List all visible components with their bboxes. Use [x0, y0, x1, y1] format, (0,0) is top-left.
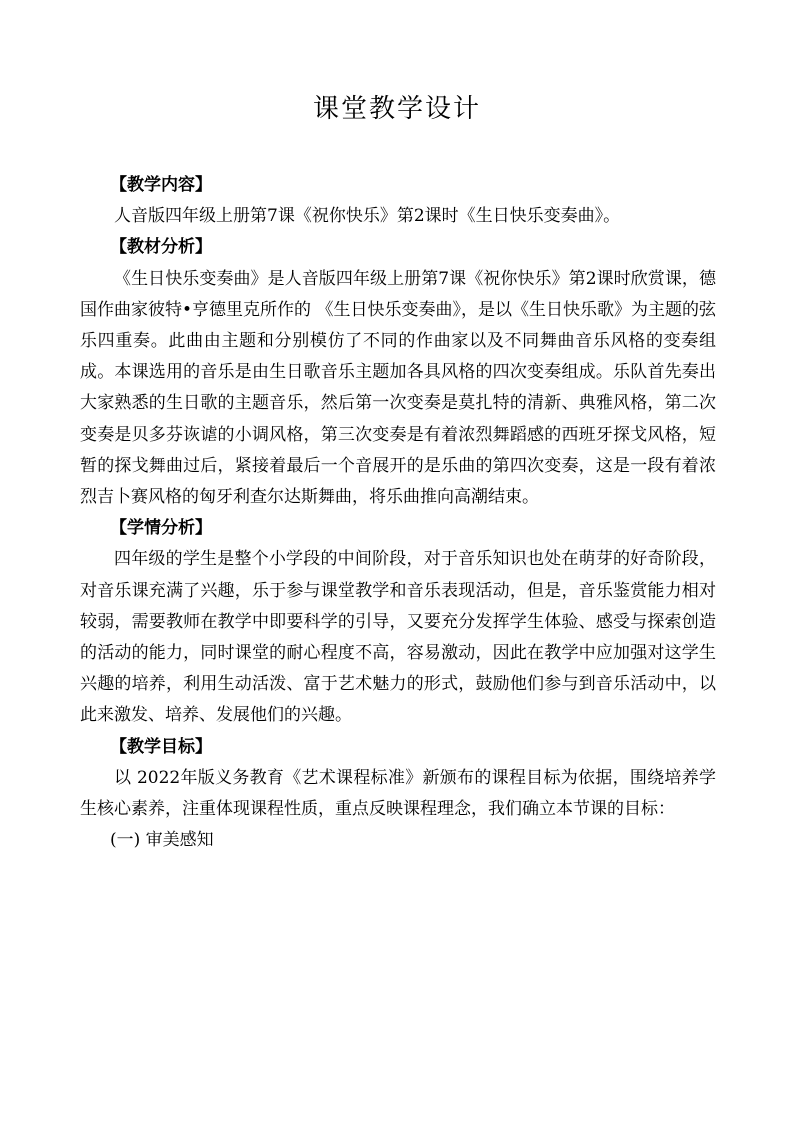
section-heading-material-analysis: 【教材分析】 — [110, 237, 212, 258]
goal-subitem-aesthetic-perception: (一) 审美感知 — [110, 830, 214, 851]
page-title: 课堂教学设计 — [312, 94, 481, 124]
teaching-content-text: 人音版四年级上册第7课《祝你快乐》第2课时《生日快乐变奏曲》。 — [114, 206, 621, 227]
section-heading-teaching-content: 【教学内容】 — [110, 175, 212, 195]
section-heading-student-analysis: 【学情分析】 — [110, 518, 212, 539]
material-analysis-text: 《生日快乐变奏曲》是人音版四年级上册第7课《祝你快乐》第2课时欣赏课，德国作曲家彼特•亨德里克所作的 《生日快乐变奏曲》，是以《生日快乐歌》为主题的弦乐四重奏。此曲由主题和分别模仿了不同的作曲家以及不同舞曲音乐风格的变奏组成。本课选用的音乐是由生日歌音乐主题加各具风格的四次变奏组成。乐队首先奏出大家熟悉的生日歌的主题音乐，然后第一次变奏是莫扎特的清新、典雅风格，第二次变奏是贝多芬诙谑的小调风格，第三次变奏是有着浓烈舞蹈感的西班牙探戈风格，短暂的探戈舞曲过后，紧接着最后一个音展开的是乐曲的第四次变奏，这是一段有着浓烈吉卜赛风格的匈牙利查尔达斯舞曲，将乐曲推向高潮结束。 — [80, 268, 716, 508]
document-body — [80, 170, 716, 856]
teaching-goals-text: 以 2022年版义务教育《艺术课程标准》新颁布的课程目标为依据，围绕培养学生核心素养，注重体现课程性质，重点反映课程理念，我们确立本节课的目标： — [80, 767, 716, 820]
section-heading-teaching-goals: 【教学目标】 — [110, 736, 212, 757]
student-analysis-text: 四年级的学生是整个小学段的中间阶段，对于音乐知识也处在萌芽的好奇阶段，对音乐课充满了兴趣，乐于参与课堂教学和音乐表现活动，但是，音乐鉴赏能力相对较弱，需要教师在教学中即要科学的引导，又要充分发挥学生体验、感受与探索创造的活动的能力，同时课堂的耐心程度不高，容易激动，因此在教学中应加强对这学生兴趣的培养，利用生动活泼、富于艺术魅力的形式，鼓励他们参与到音乐活动中，以此来激发、培养、发展他们的兴趣。 — [80, 549, 716, 726]
